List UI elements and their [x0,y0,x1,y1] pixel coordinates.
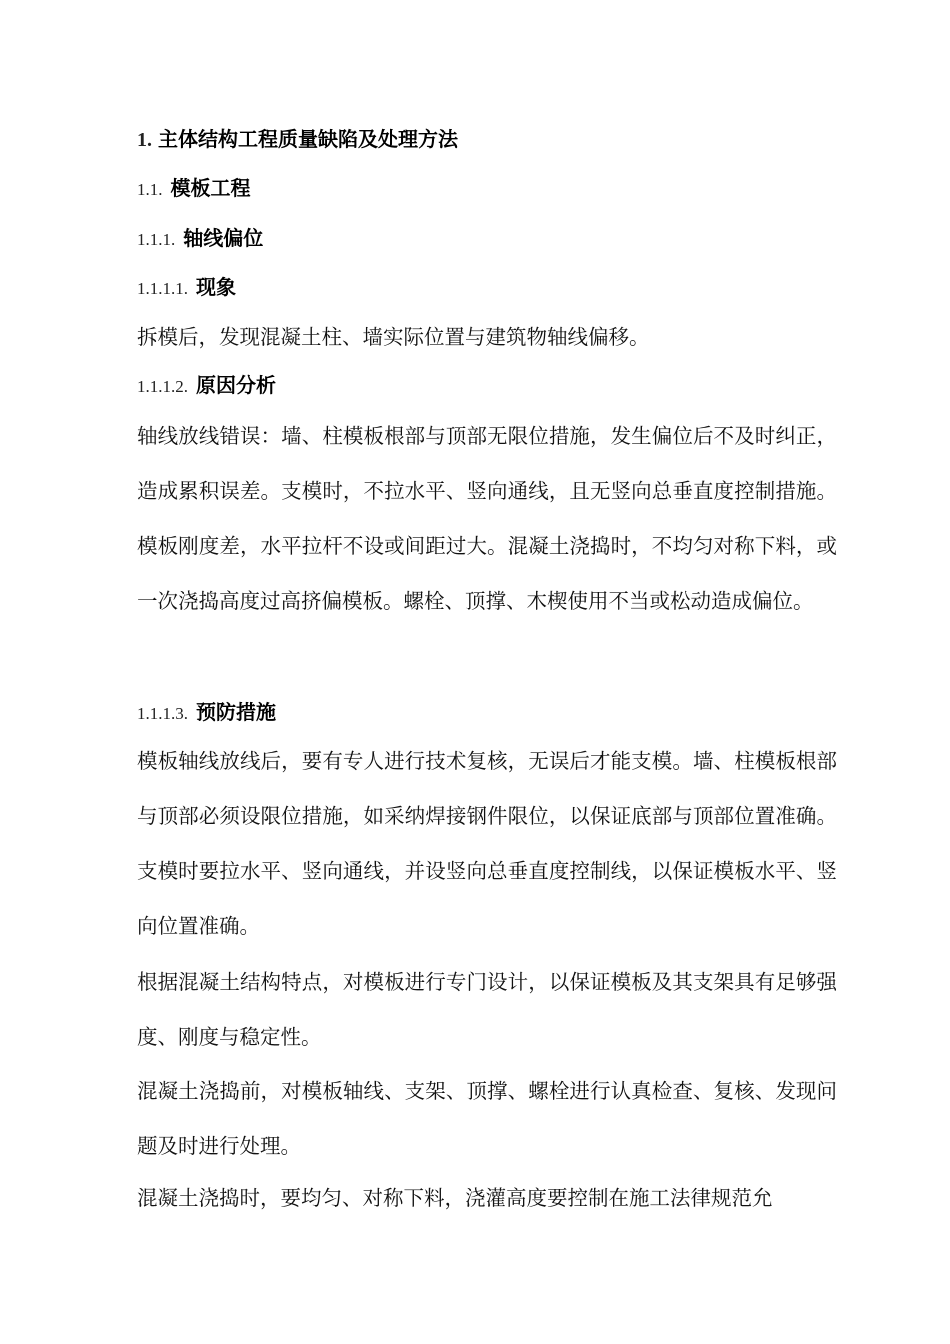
prevention-paragraph: 混凝土浇捣时，要均匀、对称下料，浇灌高度要控制在施工法律规范允 [137,1186,773,1210]
heading-number: 1.1.1.1. [137,279,188,298]
heading-number: 1.1. [137,180,163,199]
heading-number: 1.1.1.3. [137,704,188,723]
heading-title: 轴线偏位 [183,226,264,250]
cause-analysis-paragraph: 轴线放线错误：墙、柱模板根部与顶部无限位措施，发生偏位后不及时纠正，造成累积误差。支模时，不拉水平、竖向通线，且无竖向总垂直度控制措施。模板刚度差，水平拉杆不设或间距过大。混凝土浇捣时，不均匀对称下料，或一次浇捣高度过高挤偏模板。螺栓、顶撑、木楔使用不当或松动造成偏位。 [137,424,837,613]
heading-level-1 [137,121,458,157]
heading-cause-analysis [137,367,276,403]
phenomenon-paragraph: 拆模后，发现混凝土柱、墙实际位置与建筑物轴线偏移。 [137,325,650,349]
heading-title: 主体结构工程质量缺陷及处理方法 [158,127,458,151]
heading-title: 预防措施 [196,700,276,724]
heading-title: 模板工程 [170,176,251,200]
heading-prevention [137,694,276,730]
heading-title: 现象 [196,275,236,299]
heading-phenomenon [137,269,236,305]
heading-number: 1. [137,129,152,151]
heading-number: 1.1.1.2. [137,377,188,396]
prevention-paragraph: 根据混凝土结构特点，对模板进行专门设计，以保证模板及其支架具有足够强度、刚度与稳定性。 [137,970,837,1049]
prevention-paragraph: 混凝土浇捣前，对模板轴线、支架、顶撑、螺栓进行认真检查、复核、发现问题及时进行处理。 [137,1079,837,1158]
heading-level-2 [137,170,251,206]
heading-title: 原因分析 [196,373,276,397]
prevention-paragraph: 模板轴线放线后，要有专人进行技术复核，无误后才能支模。墙、柱模板根部与顶部必须设限位措施，如采纳焊接钢件限位，以保证底部与顶部位置准确。支模时要拉水平、竖向通线，并设竖向总垂直度控制线，以保证模板水平、竖向位置准确。 [137,749,837,938]
heading-number: 1.1.1. [137,230,176,249]
heading-level-3 [137,220,263,256]
